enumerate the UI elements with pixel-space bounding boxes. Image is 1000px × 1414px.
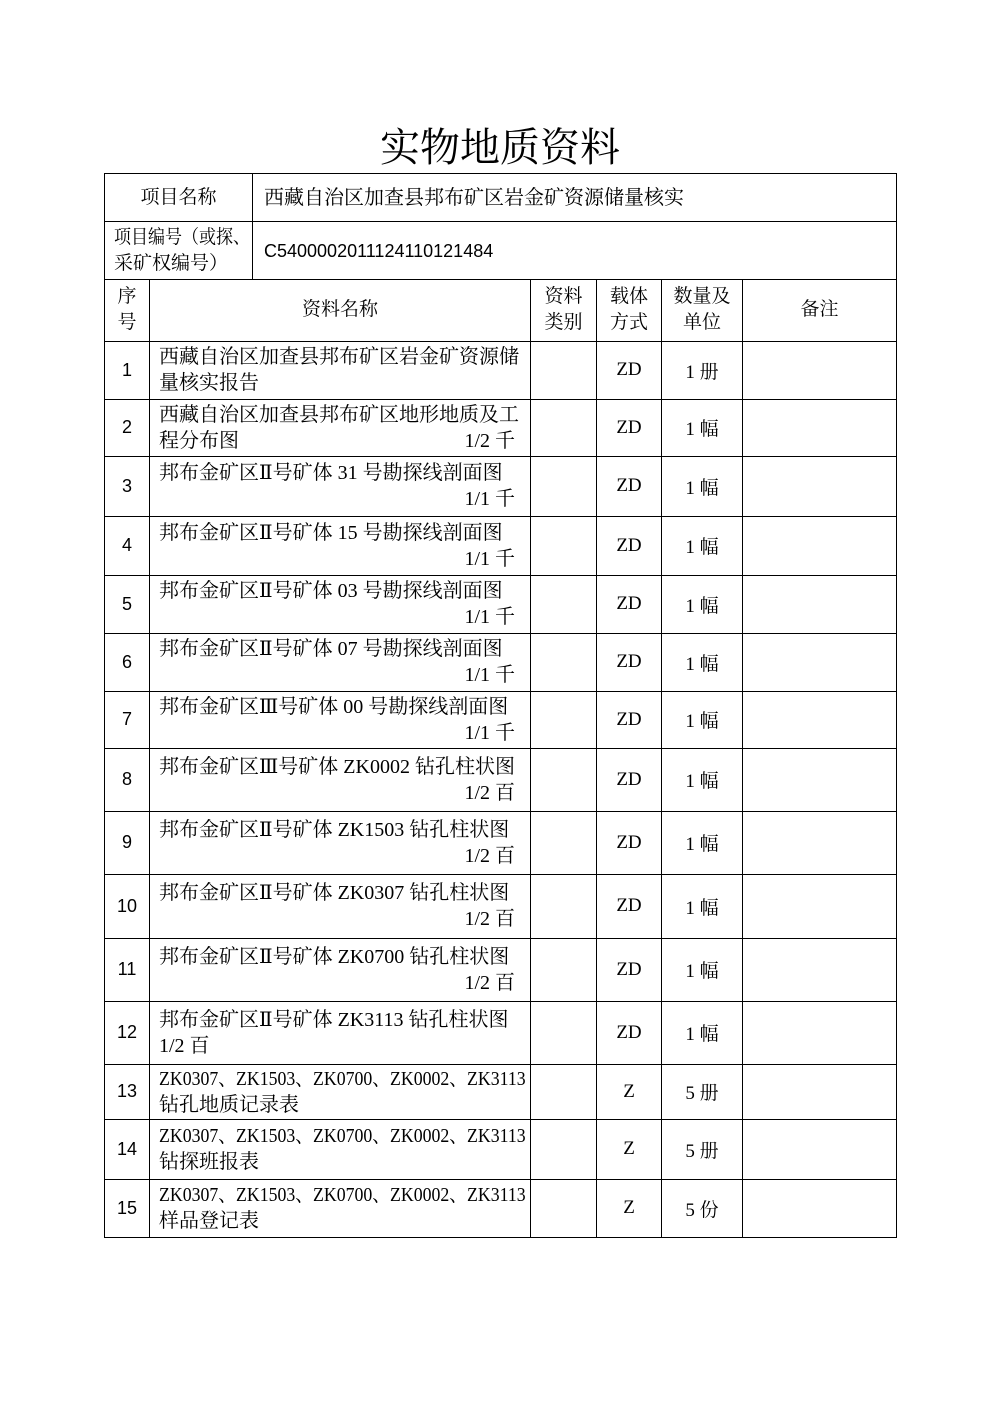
material-name — [150, 633, 531, 691]
column-header-carrier — [597, 280, 662, 341]
material-name-line — [159, 428, 526, 454]
material-name-line — [159, 578, 526, 604]
material-scale: 1/2 百 — [464, 971, 515, 994]
remark — [743, 874, 897, 938]
column-header-no-line: 号 — [117, 312, 137, 334]
row-number: 4 — [105, 516, 150, 575]
material-name — [150, 1064, 531, 1119]
quantity-unit: 1 幅 — [662, 456, 743, 516]
table-row — [105, 748, 897, 811]
material-name-line — [159, 370, 526, 396]
column-header-remark — [743, 280, 897, 341]
carrier-type: ZD — [597, 938, 662, 1001]
table-row — [105, 456, 897, 516]
row-number: 1 — [105, 341, 150, 399]
quantity-unit: 1 幅 — [662, 748, 743, 811]
material-name-text: 邦布金矿区Ⅲ号矿体 00 号勘探线剖面图 — [159, 695, 509, 718]
material-name-line — [159, 1092, 526, 1118]
table-row — [105, 1119, 897, 1179]
remark — [743, 633, 897, 691]
table-row — [105, 516, 897, 575]
remark — [743, 341, 897, 399]
material-name-line — [159, 944, 526, 970]
material-name-line — [159, 720, 526, 746]
material-name — [150, 748, 531, 811]
material-name-line — [159, 636, 526, 662]
material-category — [531, 399, 597, 456]
material-name-line — [159, 1033, 526, 1059]
material-name-text: 样品登记表 — [159, 1210, 259, 1232]
row-number: 9 — [105, 811, 150, 874]
column-header-category-line: 类别 — [544, 312, 583, 334]
material-name-text: 钻探班报表 — [159, 1151, 259, 1173]
quantity-unit: 1 幅 — [662, 874, 743, 938]
material-name-line — [159, 344, 526, 370]
column-header-category-line: 资料 — [544, 286, 583, 308]
column-header-name — [150, 280, 531, 341]
material-name-line — [159, 780, 526, 806]
material-name-text: ZK0307、ZK1503、ZK0700、ZK0002、ZK3113 — [159, 1184, 526, 1206]
material-category — [531, 811, 597, 874]
carrier-type: ZD — [597, 633, 662, 691]
column-header-quantity — [662, 280, 743, 341]
quantity-unit: 1 幅 — [662, 516, 743, 575]
column-header-no — [105, 280, 150, 341]
materials-body — [105, 341, 897, 1237]
carrier-type: ZD — [597, 399, 662, 456]
quantity-unit: 1 幅 — [662, 1001, 743, 1064]
project-info-table — [104, 173, 897, 280]
project-code-label-line — [114, 251, 250, 277]
table-row — [105, 811, 897, 874]
material-name-text: 钻孔地质记录表 — [159, 1093, 299, 1116]
carrier-type: ZD — [597, 516, 662, 575]
material-scale: 1/2 百 — [464, 844, 515, 867]
table-row — [105, 874, 897, 938]
column-header-carrier-line: 方式 — [609, 312, 648, 334]
material-name-text: 西藏自治区加查县邦布矿区地形地质及工 — [159, 403, 519, 426]
material-name-text: 邦布金矿区Ⅱ号矿体 ZK1503 钻孔柱状图 — [159, 818, 510, 841]
table-row — [105, 1179, 897, 1237]
project-name-label: 项目名称 — [105, 174, 253, 222]
column-header-no-line: 序 — [117, 286, 137, 308]
remark — [743, 575, 897, 633]
row-number: 7 — [105, 691, 150, 748]
remark — [743, 516, 897, 575]
row-number: 2 — [105, 399, 150, 456]
material-name-line — [159, 1123, 526, 1149]
carrier-type: Z — [597, 1179, 662, 1237]
material-name-line — [159, 1208, 526, 1234]
material-name-line — [159, 546, 526, 572]
material-name-text: 邦布金矿区Ⅱ号矿体 07 号勘探线剖面图 — [159, 638, 503, 660]
material-scale: 1/2 百 — [464, 908, 515, 930]
row-number: 6 — [105, 633, 150, 691]
table-row — [105, 399, 897, 456]
carrier-type: ZD — [597, 811, 662, 874]
material-scale: 1/1 千 — [464, 606, 515, 628]
material-category — [531, 1179, 597, 1237]
page-title: 实物地质资料 — [380, 126, 620, 170]
material-name — [150, 811, 531, 874]
quantity-unit: 1 幅 — [662, 399, 743, 456]
material-name — [150, 399, 531, 456]
table-row — [105, 691, 897, 748]
material-name-line — [159, 694, 526, 720]
material-name-line — [159, 817, 526, 843]
material-category — [531, 1119, 597, 1179]
material-name-line — [159, 970, 526, 996]
material-category — [531, 748, 597, 811]
material-name-text: 邦布金矿区Ⅱ号矿体 ZK0700 钻孔柱状图 — [159, 945, 510, 968]
project-code-label — [105, 222, 253, 280]
material-name-line — [159, 460, 526, 486]
quantity-unit: 1 幅 — [662, 691, 743, 748]
remark — [743, 811, 897, 874]
material-name — [150, 456, 531, 516]
row-number: 11 — [105, 938, 150, 1001]
row-number: 8 — [105, 748, 150, 811]
remark — [743, 1064, 897, 1119]
material-name-text: 邦布金矿区Ⅱ号矿体 ZK3113 钻孔柱状图 — [159, 1008, 509, 1031]
material-name-line — [159, 1149, 526, 1175]
material-category — [531, 633, 597, 691]
material-name-text: 西藏自治区加查县邦布矿区岩金矿资源储 — [159, 346, 519, 368]
material-name-text: ZK0307、ZK1503、ZK0700、ZK0002、ZK3113 — [159, 1125, 526, 1147]
carrier-type: ZD — [597, 691, 662, 748]
carrier-type: ZD — [597, 874, 662, 938]
remark — [743, 691, 897, 748]
row-number: 5 — [105, 575, 150, 633]
carrier-type: ZD — [597, 575, 662, 633]
remark — [743, 1001, 897, 1064]
table-row — [105, 938, 897, 1001]
remark — [743, 399, 897, 456]
column-header-category — [531, 280, 597, 341]
material-name-text: 邦布金矿区Ⅲ号矿体 ZK0002 钻孔柱状图 — [159, 755, 515, 778]
material-name-text: 邦布金矿区Ⅱ号矿体 31 号勘探线剖面图 — [159, 462, 503, 484]
quantity-unit: 5 册 — [662, 1119, 743, 1179]
column-header-quantity-line: 数量及 — [673, 286, 731, 308]
material-name-text: 邦布金矿区Ⅱ号矿体 03 号勘探线剖面图 — [159, 580, 503, 602]
material-category — [531, 575, 597, 633]
material-name-line — [159, 402, 526, 428]
material-name-line — [159, 1007, 526, 1033]
row-number: 3 — [105, 456, 150, 516]
remark — [743, 938, 897, 1001]
quantity-unit: 1 册 — [662, 341, 743, 399]
table-header-row — [105, 280, 897, 341]
material-name-line — [159, 754, 526, 780]
material-name — [150, 874, 531, 938]
material-name — [150, 1001, 531, 1064]
carrier-type: Z — [597, 1064, 662, 1119]
quantity-unit: 5 册 — [662, 1064, 743, 1119]
material-name — [150, 691, 531, 748]
row-number: 13 — [105, 1064, 150, 1119]
material-scale: 1/2 千 — [464, 429, 515, 452]
material-category — [531, 341, 597, 399]
project-code-label-text: 项目编号（或探、 — [114, 226, 251, 248]
material-name-text: 1/2 百 — [159, 1034, 210, 1057]
project-name-value: 西藏自治区加查县邦布矿区岩金矿资源储量核实 — [253, 174, 897, 222]
material-category — [531, 456, 597, 516]
row-number: 10 — [105, 874, 150, 938]
table-row — [105, 341, 897, 399]
carrier-type: ZD — [597, 341, 662, 399]
carrier-type: ZD — [597, 1001, 662, 1064]
material-scale: 1/1 千 — [464, 547, 515, 570]
material-name-text: 邦布金矿区Ⅱ号矿体 ZK0307 钻孔柱状图 — [159, 882, 510, 904]
material-name-text: 程分布图 — [159, 429, 239, 452]
quantity-unit: 1 幅 — [662, 811, 743, 874]
carrier-type: ZD — [597, 748, 662, 811]
material-name-text: 邦布金矿区Ⅱ号矿体 15 号勘探线剖面图 — [159, 521, 503, 544]
material-name-line — [159, 1066, 526, 1092]
material-name-line — [159, 486, 526, 512]
material-category — [531, 691, 597, 748]
table-row — [105, 1001, 897, 1064]
material-category — [531, 1064, 597, 1119]
row-number: 12 — [105, 1001, 150, 1064]
materials-form — [104, 173, 896, 1238]
remark — [743, 748, 897, 811]
material-name-text: ZK0307、ZK1503、ZK0700、ZK0002、ZK3113 — [159, 1067, 526, 1090]
row-number: 15 — [105, 1179, 150, 1237]
column-header-remark-text: 备注 — [800, 299, 839, 321]
project-code-label-text: 采矿权编号） — [114, 252, 229, 274]
column-header-name-text: 资料名称 — [301, 299, 378, 321]
material-name — [150, 516, 531, 575]
material-name — [150, 575, 531, 633]
material-name — [150, 938, 531, 1001]
material-category — [531, 874, 597, 938]
material-name — [150, 341, 531, 399]
row-number: 14 — [105, 1119, 150, 1179]
remark — [743, 1119, 897, 1179]
quantity-unit: 5 份 — [662, 1179, 743, 1237]
table-row — [105, 1064, 897, 1119]
material-scale: 1/1 千 — [464, 664, 515, 686]
quantity-unit: 1 幅 — [662, 633, 743, 691]
material-name-line — [159, 604, 526, 630]
material-category — [531, 1001, 597, 1064]
material-category — [531, 516, 597, 575]
material-name — [150, 1179, 531, 1237]
column-header-quantity-line: 单位 — [682, 312, 721, 334]
material-scale: 1/1 千 — [464, 721, 515, 744]
material-scale: 1/1 千 — [464, 488, 515, 510]
table-row — [105, 633, 897, 691]
material-name-line — [159, 520, 526, 546]
material-name-line — [159, 1182, 526, 1208]
remark — [743, 1179, 897, 1237]
material-name-text: 量核实报告 — [159, 372, 259, 394]
remark — [743, 456, 897, 516]
project-code-value: C5400002011124110121484 — [253, 222, 897, 280]
table-row — [105, 575, 897, 633]
material-name-line — [159, 843, 526, 869]
material-name-line — [159, 880, 526, 906]
materials-table — [104, 280, 897, 1238]
carrier-type: Z — [597, 1119, 662, 1179]
material-scale: 1/2 百 — [464, 781, 515, 804]
quantity-unit: 1 幅 — [662, 575, 743, 633]
carrier-type: ZD — [597, 456, 662, 516]
material-name-line — [159, 906, 526, 932]
column-header-carrier-line: 载体 — [609, 286, 648, 308]
quantity-unit: 1 幅 — [662, 938, 743, 1001]
project-code-label-line — [114, 225, 250, 251]
material-category — [531, 938, 597, 1001]
material-name — [150, 1119, 531, 1179]
project-name-row — [105, 174, 897, 222]
material-name-line — [159, 662, 526, 688]
project-code-row — [105, 222, 897, 280]
